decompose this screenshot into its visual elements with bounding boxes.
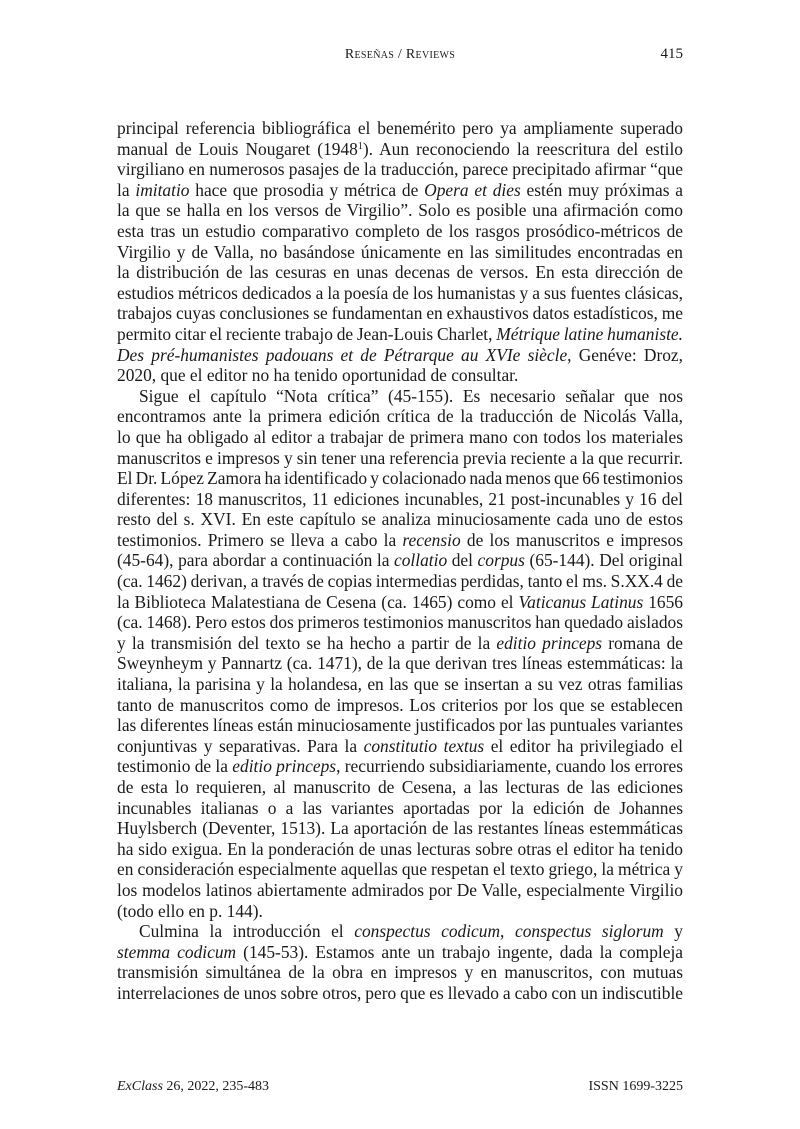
text-line [117,386,683,407]
paragraph [117,921,683,1003]
italic-run: recensio [402,529,461,550]
italic-run: collatio [394,550,448,571]
section-title: Reseñas / Reviews [344,47,456,62]
text-line [117,324,683,345]
text-run: transmisión simultánea de la obra en impresos y en manuscritos, con mutuas [117,962,683,983]
article-body [117,118,683,1004]
text-line [117,118,683,139]
text-line [117,633,683,654]
text-run: conjuntivas y separativas. Para la [117,735,364,756]
text-run: manuscritos e impresos y sin tener una referencia previa reciente a la que recurrir. [117,447,683,468]
italic-run: imitatio [135,179,190,200]
text-line [117,695,683,716]
footnote-ref: 1 [357,140,363,152]
text-run: y la transmisión del texto se ha hecho a partir de la [117,632,497,653]
text-run: encontramos ante la primera edición crítica de la traducción de Nicolás Valla, [117,406,683,427]
text-line [117,592,683,613]
text-run: trabajos cuyas conclusiones se fundamentan en exhaustivos datos estadísticos, me [117,303,683,324]
italic-run: corpus [477,550,525,571]
text-line [117,839,683,860]
text-line [117,365,683,386]
text-run: (65-144). Del original [524,550,683,571]
italic-run: stemma codicum [117,941,237,962]
text-run: el editor ha privilegiado el [484,735,683,756]
text-line [117,571,683,592]
text-run: virgiliano en numerosos pasajes de la traducción, parece precipitado afirmar “que [117,159,683,180]
text-line [117,200,683,221]
text-run: , [500,921,515,942]
page-number: 415 [660,46,683,62]
text-run: la Biblioteca Malatestiana de Cesena (ca. 1465) como el [117,591,519,612]
text-line [117,468,683,489]
italic-run: Métrique latine humaniste. [496,323,683,344]
text-line [117,859,683,880]
journal-name: ExClass [117,1079,163,1094]
journal-citation [117,1079,269,1095]
text-run: esta tras un estudio comparativo completo de los rasgos prosódico-métricos de [117,220,683,241]
text-run: los modelos latinos abiertamente admirados por De Valle, especialmente Virgilio [117,879,683,900]
text-run: (todo ello en p. 144). [117,900,263,921]
text-line [117,427,683,448]
text-line [117,550,683,571]
text-line [117,674,683,695]
text-line [117,221,683,242]
text-line [117,798,683,819]
text-line [117,942,683,963]
text-run: El Dr. López Zamora ha identificado y colacionado nada menos que 66 testimonios [117,468,683,489]
text-line [117,983,683,1004]
text-run: (ca. 1462) derivan, a través de copias intermedias perdidas, tanto el ms. S.XX.4 de [117,571,683,592]
text-line [117,139,683,160]
text-line [117,777,683,798]
text-run: (ca. 1468). Pero estos dos primeros testimonios manuscritos han quedado aislados [117,612,683,633]
text-run: Virgilio y de Valla, no basándose únicamente en las similitudes encontradas en [117,241,683,262]
italic-run: editio princeps [232,756,337,777]
text-run: , recurriendo subsidiariamente, cuando los errores [336,756,684,777]
italic-run: Opera et dies [424,179,521,200]
italic-run: conspectus codicum [354,921,501,942]
text-run: resto del s. XVI. En este capítulo se analiza minuciosamente cada uno de estos [117,509,683,530]
text-run: Huylsberch (Deventer, 1513). La aportación de las restantes líneas estemmáticas [117,818,683,839]
text-run: tanto de manuscritos como de impresos. Los criterios por los que se establecen [117,694,683,715]
text-line [117,242,683,263]
text-line [117,921,683,942]
running-head [117,47,683,67]
text-run: en consideración especialmente aquellas que respetan el texto griego, la métrica y [117,859,683,880]
paragraph [117,386,683,921]
text-run: la distribución de las cesuras en unas decenas de versos. En esta dirección de [117,262,683,283]
italic-run: Vaticanus Latinus [518,591,644,612]
italic-run: editio princeps [496,632,603,653]
text-run: lo que ha obligado al editor a trabajar de primera mano con todos los materiales [117,426,683,447]
text-line [117,653,683,674]
text-line [117,448,683,469]
text-line [117,406,683,427]
text-line [117,818,683,839]
text-run: 2020, que el editor no ha tenido oportunidad de consultar. [117,365,519,386]
text-line [117,736,683,757]
text-run: 1656 [643,591,683,612]
text-run: (45-64), para abordar a continuación la [117,550,395,571]
text-run: hace que prosodia y métrica de [189,179,425,200]
text-line [117,962,683,983]
volume-pages: 26, 2022, 235-483 [162,1079,270,1094]
text-line [117,489,683,510]
text-run: la que se halla en los versos de Virgilio”. Solo es posible una afirmación como [117,200,683,221]
text-run: incunables italianas o a las variantes aportadas por la edición de Johannes [117,797,683,818]
text-run: , Genéve: Droz, [567,344,683,365]
text-line [117,756,683,777]
text-line [117,345,683,366]
text-run: ha sido exigua. En la ponderación de unas lecturas sobre otras el editor ha tenido [117,838,683,859]
text-line [117,880,683,901]
text-run: testimonios. Primero se lleva a cabo la [117,529,403,550]
text-run: Sweynheym y Pannartz (ca. 1471), de la que derivan tres líneas estemmáticas: la [117,653,683,674]
text-run: testimonio de la [117,756,233,777]
text-run: y [663,921,683,942]
page-footer [117,1079,683,1099]
text-line [117,901,683,922]
text-line [117,159,683,180]
text-run: interrelaciones de unos sobre otros, pero que es llevado a cabo con un indiscutible [117,982,683,1003]
italic-run: constitutio textus [363,735,485,756]
text-run: diferentes: 18 manuscritos, 11 ediciones incunables, 21 post-incunables y 16 del [117,488,683,509]
text-run: estén muy próximas a [520,179,684,200]
text-run: romana de [602,632,684,653]
italic-run: Des pré-humanistes padouans et de Pétrarque au XVIe siècle [117,344,568,365]
text-line [117,715,683,736]
text-line [117,262,683,283]
text-run: Culmina la introducción el [139,921,355,942]
text-line [117,180,683,201]
text-run: Sigue el capítulo “Nota crítica” (45-155). Es necesario señalar que nos [139,385,683,406]
text-run: las diferentes líneas están minuciosamente justificados por las puntuales variantes [117,715,683,736]
text-run: principal referencia bibliográfica el benemérito pero ya ampliamente superado [117,118,683,138]
italic-run: conspectus siglorum [514,921,664,942]
text-line [117,530,683,551]
text-run: de esta lo requieren, al manuscrito de Cesena, a las lecturas de las ediciones [117,777,683,797]
text-line [117,283,683,304]
issn: ISSN 1699-3225 [588,1079,683,1094]
text-run: estudios métricos dedicados a la poesía de los humanistas y a sus fuentes clásicas, [117,282,683,303]
text-line [117,509,683,530]
text-run: de los manuscritos e impresos [460,529,683,550]
text-run: italiana, la parisina y la holandesa, en las que se insertan a su vez otras familias [117,674,683,695]
text-run: del [447,550,478,571]
text-line [117,303,683,324]
text-run: ). Aun reconociendo la reescritura del estilo [362,138,684,159]
text-run: manual de Louis Nougaret (1948 [117,138,358,159]
text-run: (145-53). Estamos ante un trabajo ingente, dada la compleja [236,941,683,962]
text-line [117,612,683,633]
paragraph [117,118,683,386]
text-run: permito citar el reciente trabajo de Jean-Louis Charlet, [117,323,497,344]
text-run: la [117,179,136,200]
